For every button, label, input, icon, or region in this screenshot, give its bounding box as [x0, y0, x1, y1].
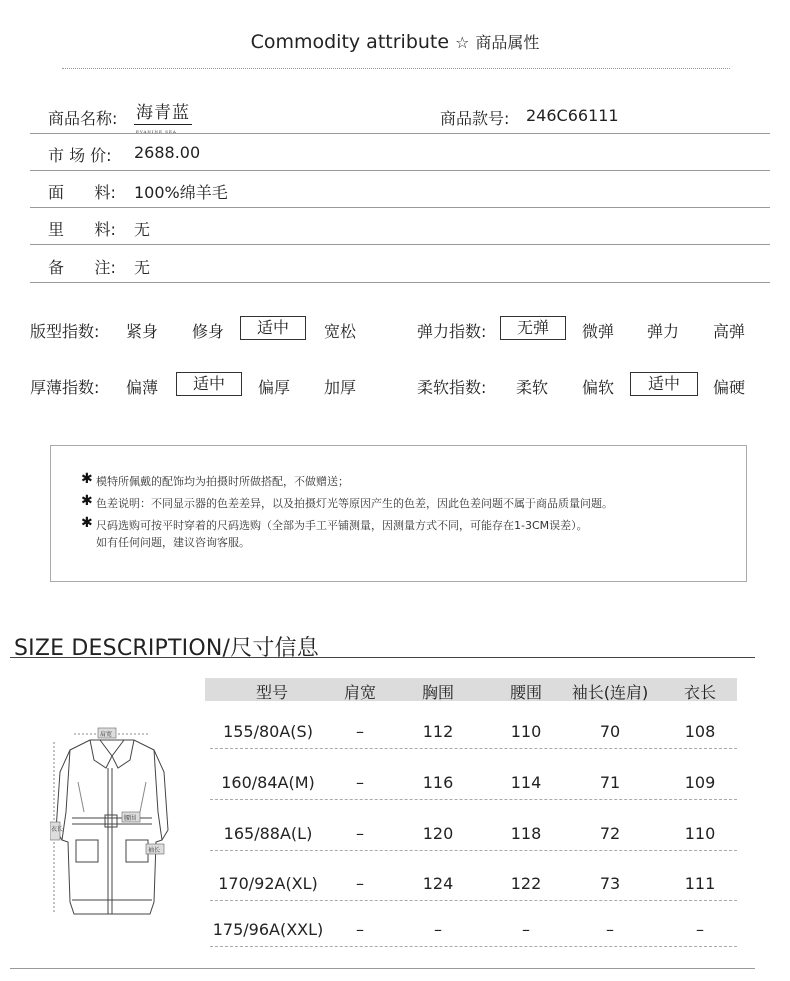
style-no-label: 商品款号:	[440, 109, 510, 128]
remark-value: 无	[134, 258, 151, 277]
elastic-option-3: 弹力	[646, 322, 679, 341]
size-cell: 110	[510, 722, 542, 741]
thickness-index-label: 厚薄指数:	[30, 378, 100, 397]
brand-sub: EVANINE SEA	[136, 129, 177, 134]
attr-row-remark	[30, 245, 770, 283]
asterisk-icon: ✱	[81, 471, 93, 487]
style-no-value: 246C66111	[526, 106, 619, 125]
attr-row-lining	[30, 207, 770, 245]
note-item: ✱ 模特所佩戴的配饰均为拍摄时所做搭配，不做赠送；	[81, 471, 349, 488]
title-en: Commodity attribute	[250, 31, 450, 53]
section-title	[0, 30, 790, 53]
size-cell: 109	[684, 773, 716, 792]
size-cell: –	[356, 874, 364, 893]
note-item: ✱ 尺码选购可按平时穿着的尺码选购（全部为手工平铺测量，因测量方式不同，可能存在1-3CM误差）。	[81, 515, 588, 532]
asterisk-icon: ✱	[81, 515, 93, 531]
size-cell: 118	[510, 824, 542, 843]
size-cell: 114	[510, 773, 542, 792]
brand-logo	[134, 103, 192, 134]
col-header-shoulder: 肩宽	[343, 683, 376, 702]
softness-option-4: 偏硬	[712, 378, 745, 397]
size-cell: 165/88A(L)	[223, 824, 313, 843]
star-icon: ☆	[455, 33, 470, 52]
size-cell: –	[356, 920, 364, 939]
price-value: 2688.00	[134, 143, 201, 162]
product-name-label: 商品名称:	[48, 109, 118, 128]
elastic-option-4: 高弹	[712, 322, 745, 341]
size-cell: 110	[684, 824, 716, 843]
col-header-sleeve: 袖长(连肩)	[571, 683, 649, 702]
col-header-waist: 腰围	[509, 683, 542, 702]
diagram-label-shoulder: 肩宽	[100, 731, 113, 738]
fit-index-label: 版型指数:	[30, 322, 100, 341]
diagram-label-waist: 腰围	[124, 815, 137, 822]
size-cell: 170/92A(XL)	[218, 874, 318, 893]
attr-row-price	[30, 133, 770, 171]
remark-label: 备 注:	[48, 258, 116, 277]
fit-option-2: 修身	[191, 322, 224, 341]
attr-row-fabric	[30, 170, 770, 208]
size-cell: 112	[422, 722, 454, 741]
size-cell: –	[696, 920, 704, 939]
size-cell: 70	[599, 722, 621, 741]
size-row-divider	[210, 850, 737, 851]
fit-option-selected: 适中	[240, 316, 306, 340]
elastic-option-2: 微弹	[581, 322, 614, 341]
fit-option-1: 紧身	[125, 322, 158, 341]
size-cell: 73	[599, 874, 621, 893]
fit-option-4: 宽松	[323, 322, 356, 341]
diagram-label-sleeve: 袖长	[148, 847, 161, 854]
size-row-divider	[210, 946, 737, 947]
header-divider	[62, 68, 730, 69]
col-header-model: 型号	[255, 683, 288, 702]
size-cell: –	[522, 920, 530, 939]
size-cell: –	[356, 773, 364, 792]
attr-row-name	[30, 96, 770, 134]
brand-name: 海青蓝	[136, 103, 190, 123]
price-label: 市 场 价:	[48, 146, 112, 165]
col-header-length: 衣长	[683, 683, 716, 702]
thickness-option-4: 加厚	[323, 378, 356, 397]
notes-box	[50, 445, 747, 582]
size-cell: 155/80A(S)	[223, 722, 313, 741]
asterisk-icon: ✱	[81, 493, 93, 509]
note-item: ✱ 色差说明：不同显示器的色差差异，以及拍摄灯光等原因产生的色差，因此色差问题不属于商品质量问题。	[81, 493, 613, 510]
softness-option-2: 偏软	[581, 378, 614, 397]
size-row-divider	[210, 799, 737, 800]
size-title: SIZE DESCRIPTION/尺寸信息	[14, 636, 319, 661]
col-header-chest: 胸围	[421, 683, 454, 702]
size-title-rule	[10, 657, 755, 658]
fabric-value: 100%绵羊毛	[134, 183, 228, 202]
size-cell: 122	[510, 874, 542, 893]
size-cell: –	[356, 824, 364, 843]
size-cell: 116	[422, 773, 454, 792]
size-cell: 160/84A(M)	[221, 773, 315, 792]
size-cell: 71	[599, 773, 621, 792]
elastic-index-label: 弹力指数:	[417, 322, 487, 341]
size-cell: 108	[684, 722, 716, 741]
size-cell: 124	[422, 874, 454, 893]
size-cell: 120	[422, 824, 454, 843]
fabric-label: 面 料:	[48, 183, 116, 202]
size-cell: 72	[599, 824, 621, 843]
size-cell: –	[606, 920, 614, 939]
size-cell: 175/96A(XXL)	[212, 920, 324, 939]
diagram-label-length: 衣长	[51, 826, 64, 833]
bottom-divider	[10, 968, 755, 969]
size-row-divider	[210, 900, 737, 901]
thickness-option-3: 偏厚	[257, 378, 290, 397]
thickness-option-selected: 适中	[176, 372, 242, 396]
softness-option-1: 柔软	[515, 378, 548, 397]
softness-index-label: 柔软指数:	[417, 378, 487, 397]
size-cell: 111	[684, 874, 716, 893]
size-cell: –	[434, 920, 442, 939]
softness-option-selected: 适中	[630, 372, 698, 396]
note-extra: 如有任何问题，建议咨询客服。	[96, 536, 250, 549]
size-cell: –	[356, 722, 364, 741]
title-cn: 商品属性	[475, 33, 540, 52]
coat-diagram	[50, 722, 178, 932]
size-row-divider	[210, 748, 737, 749]
lining-label: 里 料:	[48, 220, 116, 239]
thickness-option-1: 偏薄	[125, 378, 158, 397]
lining-value: 无	[134, 220, 151, 239]
elastic-option-selected: 无弹	[500, 316, 566, 340]
